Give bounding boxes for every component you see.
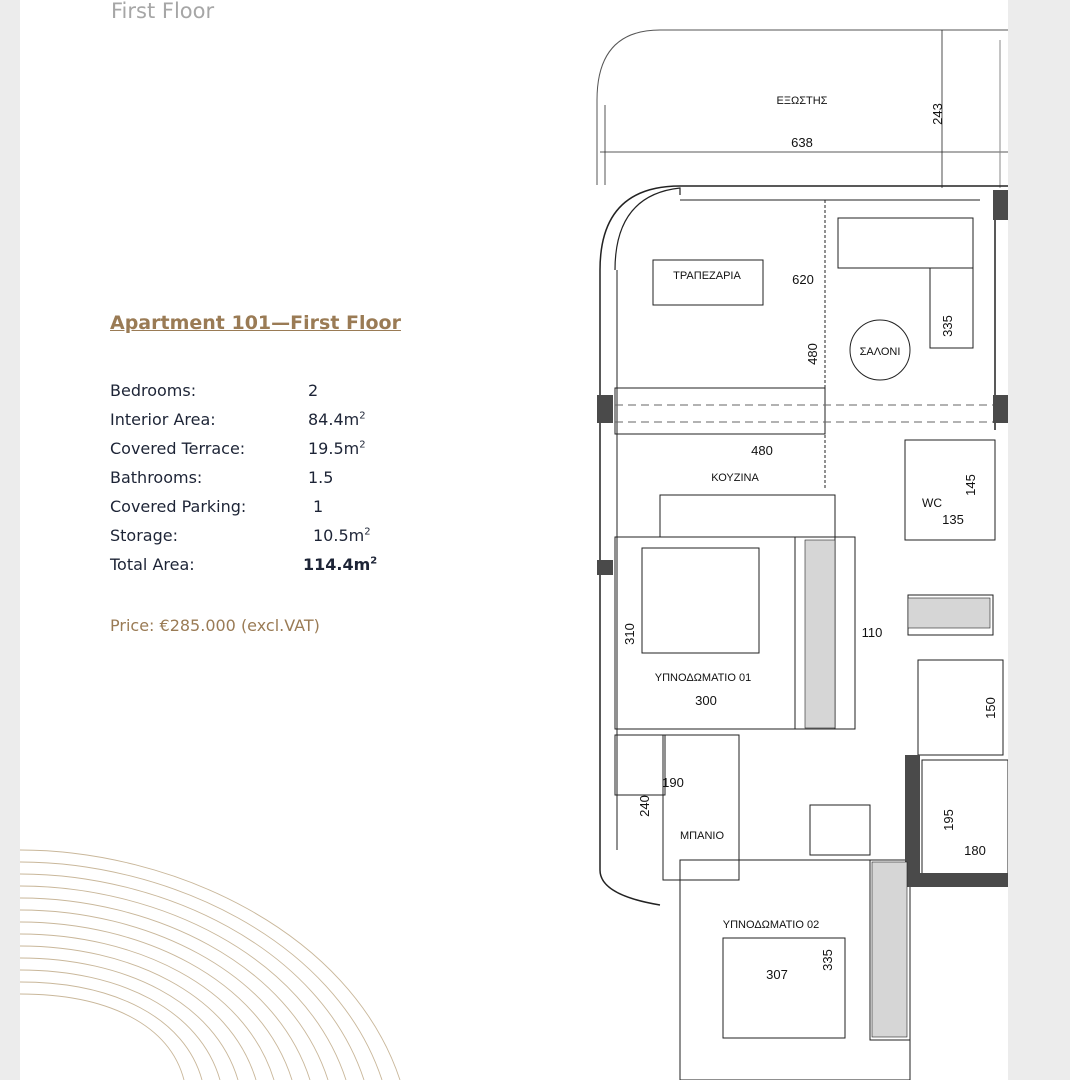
room-label-living: ΣΑΛΟΝΙ bbox=[859, 346, 901, 358]
spec-value: 2 bbox=[308, 381, 319, 400]
spec-list bbox=[110, 381, 410, 584]
room-label-wc: WC bbox=[922, 496, 942, 510]
spec-label: Total Area: bbox=[110, 555, 195, 574]
spec-value: $10.5m^2$ bbox=[313, 526, 371, 545]
dim-wc-depth: 145 bbox=[963, 474, 978, 496]
dim-bedroom1-depth: 310 bbox=[622, 623, 637, 645]
dim-kitchen-width: 480 bbox=[751, 443, 773, 458]
spec-label: Bedrooms: bbox=[110, 381, 197, 400]
spec-row-storage bbox=[110, 526, 410, 555]
spec-label: Covered Terrace: bbox=[110, 439, 246, 458]
room-label-bedroom2: ΥΠΝΟΔΩΜΑΤΙΟ 02 bbox=[722, 919, 820, 931]
room-label-bathroom: ΜΠΑΝΙΟ bbox=[680, 830, 724, 842]
dim-veranda-depth: 243 bbox=[930, 103, 945, 125]
room-label-bedroom1: ΥΠΝΟΔΩΜΑΤΙΟ 01 bbox=[654, 672, 752, 684]
spec-label: Covered Parking: bbox=[110, 497, 247, 516]
spec-label: Storage: bbox=[110, 526, 178, 545]
dim-bedroom1-width: 300 bbox=[695, 693, 717, 708]
apartment-title: Apartment 101—First Floor bbox=[110, 312, 401, 334]
dim-living-height: 480 bbox=[805, 343, 820, 365]
price-text: Price: €285.000 (excl.VAT) bbox=[110, 616, 320, 635]
dim-stair-width: 150 bbox=[983, 697, 998, 719]
dim-veranda-width: 638 bbox=[791, 135, 813, 150]
spec-row-interior-area bbox=[110, 410, 410, 439]
dim-living-width: 620 bbox=[792, 272, 814, 287]
spec-row-total-area bbox=[110, 555, 410, 584]
spec-row-bathrooms bbox=[110, 468, 410, 497]
spec-value: $19.5m^2$ bbox=[308, 439, 366, 458]
dim-bedroom2-depth: 335 bbox=[820, 949, 835, 971]
spec-label: Interior Area: bbox=[110, 410, 216, 429]
dim-corridor: 110 bbox=[861, 625, 883, 640]
room-label-veranda: ΕΞΩΣΤΗΣ bbox=[776, 95, 828, 107]
spec-value: 1 bbox=[313, 497, 324, 516]
dim-bath-depth: 240 bbox=[637, 795, 652, 817]
spec-value: $114.4m^2$ bbox=[303, 555, 378, 574]
dim-bath-width: 190 bbox=[662, 775, 684, 790]
room-label-dining: ΤΡΑΠΕΖΑΡΙΑ bbox=[673, 270, 741, 282]
brochure-page bbox=[20, 0, 1008, 1080]
dim-lift-depth: 195 bbox=[941, 809, 956, 831]
decorative-arcs bbox=[20, 820, 440, 1080]
spec-label: Bathrooms: bbox=[110, 468, 203, 487]
spec-row-covered-parking bbox=[110, 497, 410, 526]
dim-living-depth: 335 bbox=[940, 315, 955, 337]
spec-value: $84.4m^2$ bbox=[308, 410, 366, 429]
dim-bedroom2-width: 307 bbox=[766, 967, 788, 982]
dim-lift-width: 180 bbox=[964, 843, 986, 858]
floor-plan bbox=[580, 0, 1008, 1080]
floor-heading: First Floor bbox=[111, 0, 215, 23]
spec-row-bedrooms bbox=[110, 381, 410, 410]
dim-wc-width: 135 bbox=[942, 512, 964, 527]
room-label-kitchen: ΚΟΥΖΙΝΑ bbox=[711, 472, 759, 484]
page-margin bbox=[1008, 0, 1070, 1080]
spec-value: 1.5 bbox=[308, 468, 334, 487]
spec-row-covered-terrace bbox=[110, 439, 410, 468]
